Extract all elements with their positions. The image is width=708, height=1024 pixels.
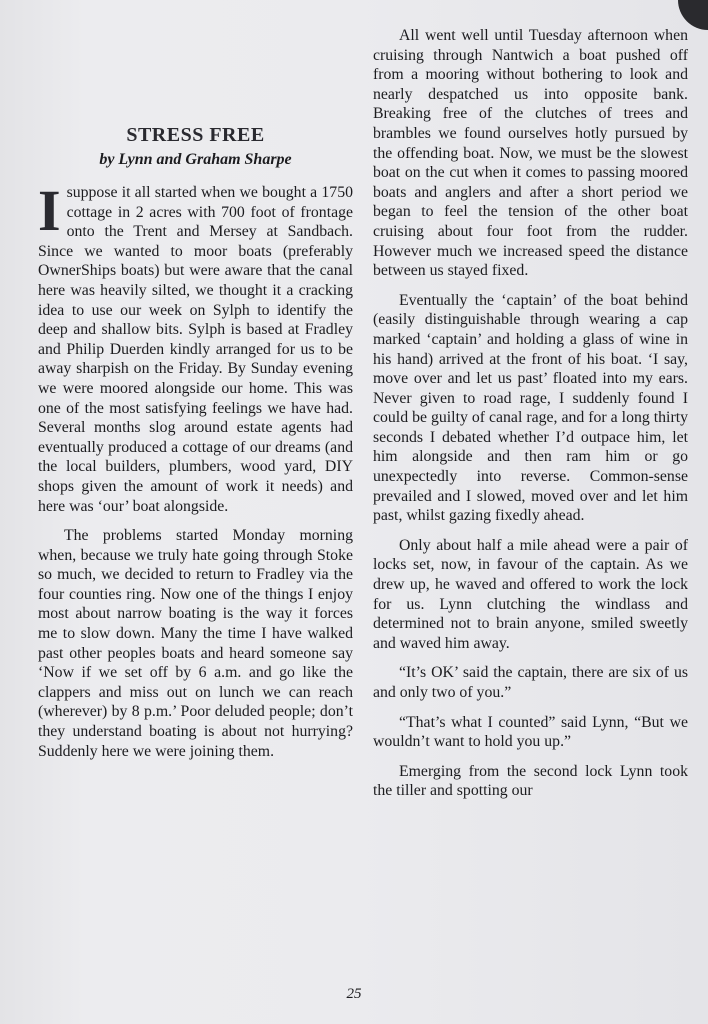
paragraph-2: The problems started Monday morning when, because we truly hate going through Stoke so much, we decided to return to Fradley via the four counties ring. Now one of the things I enjoy most about narrow boating is the way it forces me to slow down. Many the time I have walked past other peoples boats and heard someone say ‘Now if we set off by 6 a.m. and go like the clappers and miss out on lunch we can reach (wherever) by 8 p.m.’ Poor deluded people; don’t they understand boating is about not hurrying? Suddenly here we were joining them. <box>38 527 353 760</box>
paragraph-7: “That’s what I counted” said Lynn, “But we wouldn’t want to hold you up.” <box>373 713 688 751</box>
paragraph-6: “It’s OK’ said the captain, there are six of us and only two of you.” <box>373 664 688 701</box>
article-title: STRESS FREE <box>126 124 265 146</box>
paragraph-4: Eventually the ‘captain’ of the boat behind (easily distinguishable through wearing a cap marked ‘captain’ and holding a glass of wine in his hand) arrived at the front of his boat. ‘I say, move over and let us past’ floated into my ears. Never given to road rage, I suddenly found I could be guilty of canal rage, and for a long thirty seconds I debated whether I’d outpace him, let him alongside and then ram him or go unexpectedly into reverse. Common-sense prevailed and I slowed, moved over and let him past, whilst gazing fixedly ahead. <box>373 291 688 525</box>
paragraph-5: Only about half a mile ahead were a pair of locks set, now, in favour of the captain. As we drew up, he waved and offered to work the lock for us. Lynn clutching the windlass and determined not to brain anyone, smiled sweetly and waved him away. <box>373 536 688 652</box>
drop-cap: I <box>38 178 61 243</box>
left-column <box>38 124 353 771</box>
right-column <box>373 26 688 811</box>
paragraph-1-text: suppose it all started when we bought a 1750 cottage in 2 acres with 700 foot of frontage onto the Trent and Mersey at Sandbach. Since we wanted to moor boats (preferably OwnerShips boats) but were aware that the canal here was heavily silted, we thought it a cracking idea to use our week on Sylph to identify the deep and shallow bits. Sylph is based at Fradley and Philip Duerden kindly arranged for us to be away sharpish on the Friday. By Sunday evening we were moored alongside our home. This was one of the most satisfying feelings we have had. Several months slog around estate agents had eventually produced a cottage of our dreams (and the local builders, plumbers, wood yard, DIY shops given the amount of work it needs) and here was ‘our’ boat alongside. <box>38 184 353 515</box>
paragraph-8: Emerging from the second lock Lynn took the tiller and spotting our <box>373 762 688 800</box>
article-byline: by Lynn and Graham Sharpe <box>99 151 292 168</box>
paragraph-3: All went well until Tuesday afternoon when cruising through Nantwich a boat pushed off from a mooring without bothering to look and nearly despatched us into opposite bank. Breaking free of the clutches of trees and brambles we found ourselves hotly pursued by the offending boat. Now, we must be the slowest boat on the cut when it comes to passing moored boats and anglers and after a short period we began to feel the tension of the other boat cruising about four foot from the rudder. However much we increased speed the distance between us stayed fixed. <box>373 27 688 280</box>
paragraph-1 <box>38 178 353 516</box>
page-number: 25 <box>346 986 362 1002</box>
